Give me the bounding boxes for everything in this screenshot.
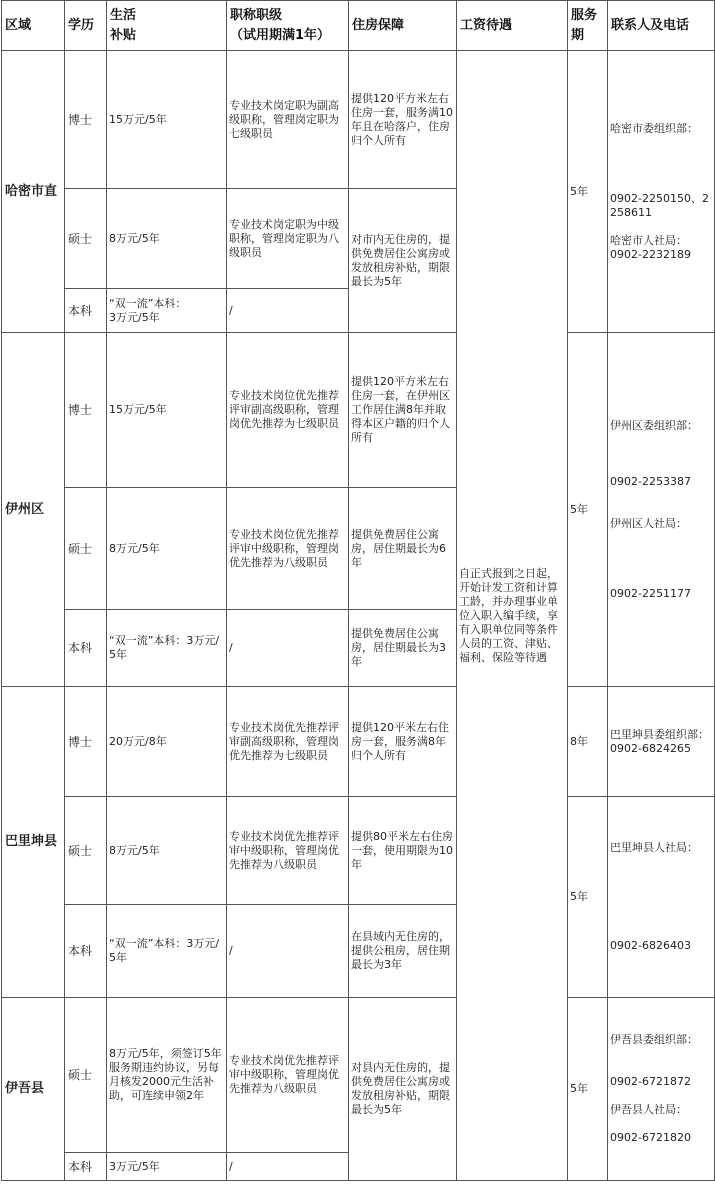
header-professional-title: 职称职级 （试用期满1年） bbox=[227, 1, 349, 51]
housing-cell: 在县域内无住房的，提供公租房，居住期最长为3年 bbox=[349, 905, 457, 998]
education-cell: 硕士 bbox=[65, 998, 107, 1153]
subsidy-cell: 8万元/5年，须签订5年服务期违约协议，另每月核发2000元生活补助，可连续申领2年 bbox=[107, 998, 227, 1153]
education-cell: 本科 bbox=[65, 905, 107, 998]
contact-cell: 哈密市委组织部： 0902-2250150、2258611 哈密市人社局： 0902-2232189 bbox=[608, 51, 715, 333]
header-salary: 工资待遇 bbox=[457, 1, 568, 51]
service-cell: 5年 bbox=[568, 998, 608, 1181]
header-region: 区域 bbox=[2, 1, 65, 51]
header-row bbox=[2, 1, 715, 51]
title-cell: 专业技术岗优先推荐评审中级职称，管理岗优先推荐为八级职员 bbox=[227, 998, 349, 1153]
subsidy-cell: 3万元/5年 bbox=[107, 1153, 227, 1181]
housing-cell: 提供80平米左右住房一套，使用期限为10年 bbox=[349, 797, 457, 905]
region-cell: 伊州区 bbox=[2, 333, 65, 687]
region-cell: 巴里坤县 bbox=[2, 687, 65, 998]
header-education: 学历 bbox=[65, 1, 107, 51]
title-cell: / bbox=[227, 289, 349, 333]
table-row bbox=[2, 333, 715, 488]
title-cell: 专业技术岗定职为中级职称，管理岗定职为八级职员 bbox=[227, 189, 349, 289]
housing-cell: 对县内无住房的，提供免费居住公寓房或发放租房补贴，期限最长为5年 bbox=[349, 998, 457, 1181]
contact-cell: 伊吾县委组织部： 0902-6721872 伊吾县人社局： 0902-6721820 bbox=[608, 998, 715, 1181]
table-row bbox=[2, 51, 715, 189]
education-cell: 硕士 bbox=[65, 488, 107, 610]
education-cell: 本科 bbox=[65, 289, 107, 333]
education-cell: 博士 bbox=[65, 333, 107, 488]
table-row bbox=[2, 687, 715, 797]
subsidy-cell: “双一流”本科：3万元/5年 bbox=[107, 610, 227, 687]
talent-policy-table bbox=[1, 0, 715, 1181]
service-cell: 5年 bbox=[568, 797, 608, 998]
header-service-period: 服务 期 bbox=[568, 1, 608, 51]
housing-cell: 对市内无住房的，提供免费居住公寓房或发放租房补贴，期限最长为5年 bbox=[349, 189, 457, 333]
housing-cell: 提供免费居住公寓房，居住期最长为3年 bbox=[349, 610, 457, 687]
salary-cell: 自正式报到之日起，开始计发工资和计算工龄，并办理事业单位入职入编手续，享有入职单位同等条件人员的工资、津贴、福利、保险等待遇 bbox=[457, 51, 568, 1181]
subsidy-cell: “双一流”本科：3万元/5年 bbox=[107, 905, 227, 998]
education-cell: 硕士 bbox=[65, 189, 107, 289]
header-housing: 住房保障 bbox=[349, 1, 457, 51]
education-cell: 博士 bbox=[65, 687, 107, 797]
contact-cell: 巴里坤县人社局： 0902-6826403 bbox=[608, 797, 715, 998]
subsidy-cell: 8万元/5年 bbox=[107, 189, 227, 289]
contact-cell: 伊州区委组织部： 0902-2253387 伊州区人社局： 0902-2251177 bbox=[608, 333, 715, 687]
service-cell: 8年 bbox=[568, 687, 608, 797]
education-cell: 本科 bbox=[65, 1153, 107, 1181]
header-living-subsidy: 生活 补贴 bbox=[107, 1, 227, 51]
education-cell: 博士 bbox=[65, 51, 107, 189]
education-cell: 硕士 bbox=[65, 797, 107, 905]
service-cell: 5年 bbox=[568, 333, 608, 687]
contact-cell: 巴里坤县委组织部：0902-6824265 bbox=[608, 687, 715, 797]
subsidy-cell: 8万元/5年 bbox=[107, 797, 227, 905]
region-cell: 伊吾县 bbox=[2, 998, 65, 1181]
housing-cell: 提供120平米左右住房一套，服务满8年归个人所有 bbox=[349, 687, 457, 797]
service-cell: 5年 bbox=[568, 51, 608, 333]
subsidy-cell: 15万元/5年 bbox=[107, 51, 227, 189]
title-cell: 专业技术岗优先推荐评审中级职称，管理岗优先推荐为八级职员 bbox=[227, 797, 349, 905]
title-cell: / bbox=[227, 610, 349, 687]
title-cell: 专业技术岗位优先推荐评审副高级职称，管理岗优先推荐为七级职员 bbox=[227, 333, 349, 488]
subsidy-cell: 8万元/5年 bbox=[107, 488, 227, 610]
education-cell: 本科 bbox=[65, 610, 107, 687]
title-cell: / bbox=[227, 905, 349, 998]
subsidy-cell: 20万元/8年 bbox=[107, 687, 227, 797]
subsidy-cell: 15万元/5年 bbox=[107, 333, 227, 488]
title-cell: / bbox=[227, 1153, 349, 1181]
title-cell: 专业技术岗位优先推荐评审中级职称，管理岗优先推荐为八级职员 bbox=[227, 488, 349, 610]
table-row bbox=[2, 797, 715, 905]
subsidy-cell: “双一流”本科： 3万元/5年 bbox=[107, 289, 227, 333]
table-row bbox=[2, 998, 715, 1153]
header-contact: 联系人及电话 bbox=[608, 1, 715, 51]
title-cell: 专业技术岗定职为副高级职称，管理岗定职为七级职员 bbox=[227, 51, 349, 189]
housing-cell: 提供免费居住公寓房，居住期最长为6年 bbox=[349, 488, 457, 610]
housing-cell: 提供120平方米左右住房一套，在伊州区工作居住满8年并取得本区户籍的归个人所有 bbox=[349, 333, 457, 488]
housing-cell: 提供120平方米左右住房一套，服务满10年且在哈落户，住房归个人所有 bbox=[349, 51, 457, 189]
title-cell: 专业技术岗优先推荐评审副高级职称，管理岗优先推荐为七级职员 bbox=[227, 687, 349, 797]
region-cell: 哈密市直 bbox=[2, 51, 65, 333]
